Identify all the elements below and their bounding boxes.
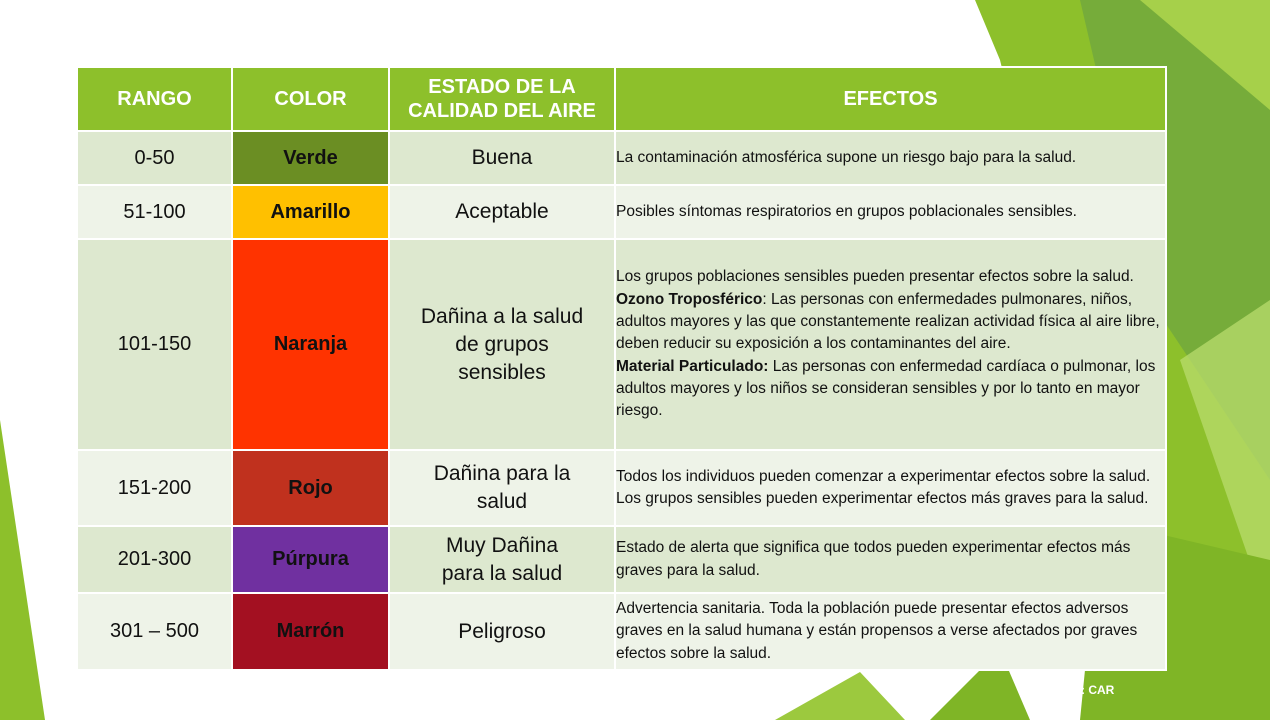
state-line: Dañina para la <box>433 462 571 485</box>
table-header-row <box>77 67 1166 131</box>
effects-paragraph: Todos los individuos pueden comenzar a experimentar efectos sobre la salud. Los grupos sensibles pueden experimentar efectos más graves para la salud. <box>616 467 1151 507</box>
effects-text: Los grupos poblaciones sensibles pueden presentar efectos sobre la salud. <box>616 268 1134 286</box>
air-quality-state-cell <box>389 526 615 593</box>
state-line: de grupos <box>455 332 549 356</box>
table-row <box>77 450 1166 526</box>
effects-paragraph: Advertencia sanitaria. Toda la población puede presentar efectos adversos graves en la salud humana y están propensos a verse afectados por graves efectos sobre la salud. <box>616 600 1138 662</box>
effects-paragraph <box>616 266 1165 288</box>
effects-paragraph: Estado de alerta que significa que todos pueden experimentar efectos más graves para la salud. <box>616 539 1131 579</box>
color-swatch-cell: Naranja <box>232 239 389 450</box>
air-quality-state-cell <box>389 131 615 185</box>
effects-bold-label: Ozono Troposférico <box>616 290 763 308</box>
range-cell: 301 – 500 <box>77 593 232 670</box>
source-caption: FUENTE: CAR <box>1033 683 1115 697</box>
air-quality-state-cell <box>389 593 615 670</box>
color-swatch-cell: Púrpura <box>232 526 389 593</box>
state-line: Aceptable <box>455 200 549 223</box>
table-row <box>77 185 1166 239</box>
effects-paragraph: La contaminación atmosférica supone un riesgo bajo para la salud. <box>616 148 1077 166</box>
effects-cell <box>615 239 1166 450</box>
header-state-line-1: ESTADO DE LA <box>428 76 576 98</box>
table-row <box>77 593 1166 670</box>
effects-cell <box>615 450 1166 526</box>
color-swatch-cell: Amarillo <box>232 185 389 239</box>
table-row <box>77 131 1166 185</box>
effects-text: Las personas con enfermedad cardíaca o pulmonar, los adultos mayores y los niños se consideran sensibles y por lo tanto en mayor riesgo. <box>616 357 1156 420</box>
effects-bold-label: Material Particulado: <box>616 357 769 375</box>
air-quality-state-cell <box>389 450 615 526</box>
table-row <box>77 526 1166 593</box>
state-line: sensibles <box>458 360 546 384</box>
state-line: Dañina a la salud <box>420 304 584 328</box>
header-air-quality-state <box>389 67 615 131</box>
color-swatch-cell: Verde <box>232 131 389 185</box>
color-swatch-cell: Rojo <box>232 450 389 526</box>
header-state-line-2: CALIDAD DEL AIRE <box>408 100 596 122</box>
range-cell: 101-150 <box>77 239 232 450</box>
effects-cell <box>615 185 1166 239</box>
effects-text: : Las personas con enfermedades pulmonares, niños, adultos mayores y las que constantemente realizan actividad física al aire libre, deben reducir su exposición a los contaminantes del aire. <box>616 290 1160 353</box>
effects-cell <box>615 593 1166 670</box>
effects-cell <box>615 131 1166 185</box>
state-line: Muy Dañina <box>445 533 559 557</box>
header-color: COLOR <box>232 67 389 131</box>
range-cell: 201-300 <box>77 526 232 593</box>
header-range: RANGO <box>77 67 232 131</box>
air-quality-table <box>76 66 1167 671</box>
range-cell: 151-200 <box>77 450 232 526</box>
range-cell: 51-100 <box>77 185 232 239</box>
state-line: Peligroso <box>458 619 546 643</box>
state-line: salud <box>476 490 528 513</box>
air-quality-state-cell <box>389 185 615 239</box>
effects-cell <box>615 526 1166 593</box>
range-cell: 0-50 <box>77 131 232 185</box>
effects-paragraph <box>616 289 1165 356</box>
effects-paragraph <box>616 356 1165 423</box>
effects-paragraph: Posibles síntomas respiratorios en grupos poblacionales sensibles. <box>616 202 1077 220</box>
table-row <box>77 239 1166 450</box>
air-quality-state-cell <box>389 239 615 450</box>
header-effects: EFECTOS <box>615 67 1166 131</box>
state-line: para la salud <box>441 561 563 585</box>
color-swatch-cell: Marrón <box>232 593 389 670</box>
state-line: Buena <box>471 146 533 169</box>
